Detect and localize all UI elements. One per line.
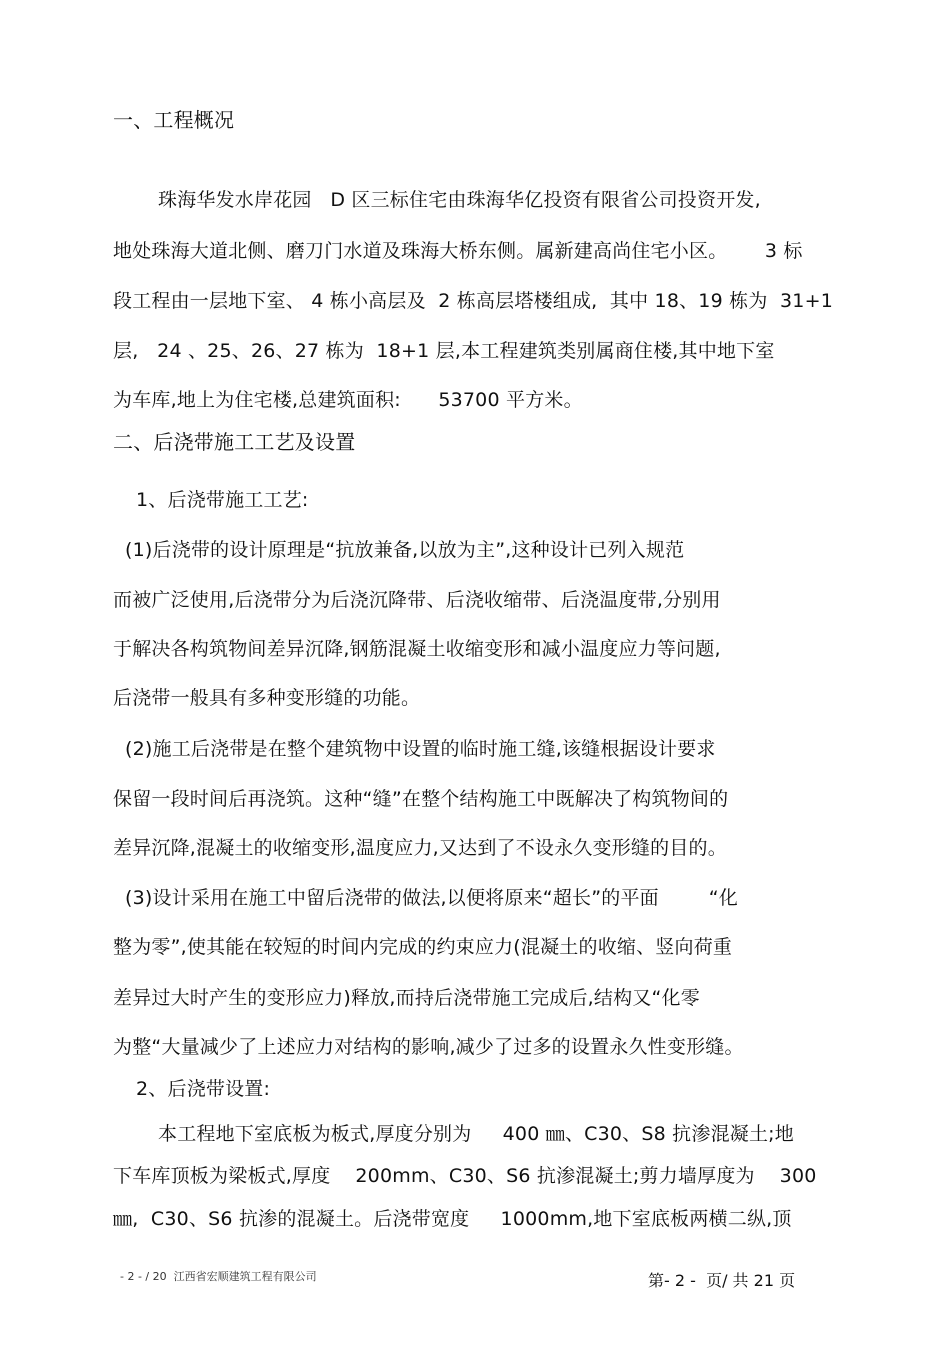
paragraph-line: 层, 24 、25、26、27 栋为 18+1 层,本工程建筑类别属商住楼,其中地下室	[113, 340, 775, 362]
paragraph-line: 为整“大量减少了上述应力对结构的影响,减少了过多的设置永久性变形缝。	[113, 1036, 744, 1058]
paragraph-line: 而被广泛使用,后浇带分为后浇沉降带、后浇收缩带、后浇温度带,分别用	[113, 589, 721, 611]
paragraph-line: 整为零”,使其能在较短的时间内完成的约束应力(混凝土的收缩、竖向荷重	[113, 936, 733, 958]
paragraph-line: 段工程由一层地下室、 4 栋小高层及 2 栋高层塔楼组成, 其中 18、19 栋为 31+1	[113, 290, 833, 312]
footer-company: - 2 - / 20 江西省宏顺建筑工程有限公司	[120, 1270, 317, 1283]
paragraph-line: 珠海华发水岸花园 D 区三标住宅由珠海华亿投资有限省公司投资开发,	[158, 189, 761, 211]
paragraph-line: 保留一段时间后再浇筑。这种“缝”在整个结构施工中既解决了构筑物间的	[113, 788, 729, 810]
subsection-heading: 2、后浇带设置:	[136, 1078, 271, 1100]
paragraph-line: 差异过大时产生的变形应力)释放,而持后浇带施工完成后,结构又“化零	[113, 987, 700, 1009]
section-heading-1: 一、工程概况	[113, 108, 235, 132]
paragraph-line: ㎜, C30、S6 抗渗的混凝土。后浇带宽度 1000mm,地下室底板两横二纵,顶	[113, 1208, 792, 1230]
paragraph-line: (3)设计采用在施工中留后浇带的做法,以便将原来“超长”的平面 “化	[125, 887, 739, 909]
paragraph-line: (2)施工后浇带是在整个建筑物中设置的临时施工缝,该缝根据设计要求	[125, 738, 716, 760]
subsection-heading: 1、后浇带施工工艺:	[136, 489, 309, 511]
paragraph-line: 下车库顶板为梁板式,厚度 200mm、C30、S6 抗渗混凝土;剪力墙厚度为 300	[113, 1165, 817, 1187]
paragraph-line: 于解决各构筑物间差异沉降,钢筋混凝土收缩变形和减小温度应力等问题,	[113, 638, 721, 660]
section-heading-2: 二、后浇带施工工艺及设置	[113, 430, 356, 454]
paragraph-line: 地处珠海大道北侧、磨刀门水道及珠海大桥东侧。属新建高尚住宅小区。 3 标	[113, 240, 803, 262]
footer-page-number: 第- 2 - 页/ 共 21 页	[648, 1271, 796, 1290]
paragraph-line: 后浇带一般具有多种变形缝的功能。	[113, 687, 421, 709]
paragraph-line: 为车库,地上为住宅楼,总建筑面积: 53700 平方米。	[113, 389, 583, 411]
paragraph-line: 差异沉降,混凝土的收缩变形,温度应力,又达到了不设永久变形缝的目的。	[113, 837, 727, 859]
paragraph-line: 本工程地下室底板为板式,厚度分别为 400 ㎜、C30、S8 抗渗混凝土;地	[158, 1123, 794, 1145]
paragraph-line: (1)后浇带的设计原理是“抗放兼备,以放为主”,这种设计已列入规范	[125, 539, 685, 561]
